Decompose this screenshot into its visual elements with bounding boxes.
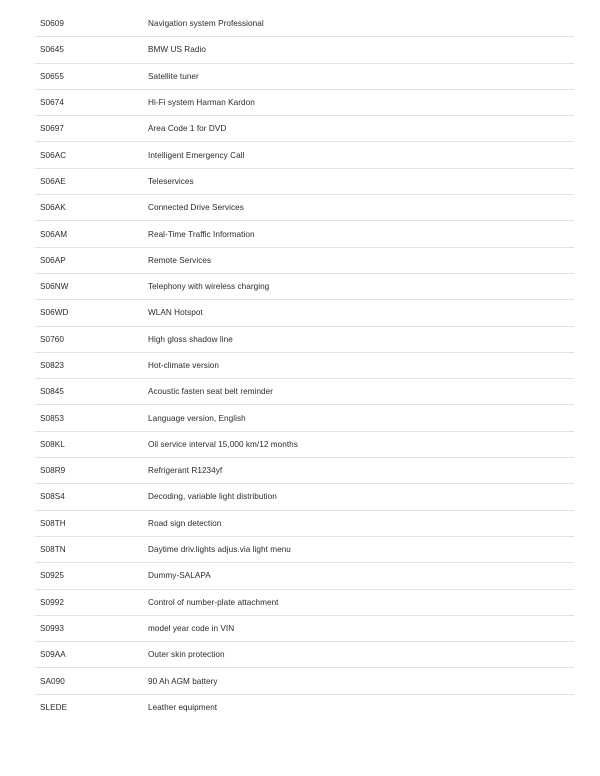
table-row bbox=[35, 511, 574, 537]
option-description: Navigation system Professional bbox=[148, 19, 264, 29]
option-code: S08TH bbox=[40, 518, 66, 528]
option-description: Hi-Fi system Harman Kardon bbox=[148, 98, 255, 108]
option-code: SA090 bbox=[40, 676, 65, 686]
option-description: Teleservices bbox=[148, 176, 194, 186]
option-description: 90 Ah AGM battery bbox=[148, 676, 218, 686]
table-row bbox=[35, 616, 574, 642]
option-code: S0992 bbox=[40, 597, 64, 607]
table-row bbox=[35, 590, 574, 616]
option-code: S09AA bbox=[40, 650, 66, 660]
option-description: BMW US Radio bbox=[148, 45, 206, 55]
table-row bbox=[35, 64, 574, 90]
option-description: Control of number-plate attachment bbox=[148, 597, 279, 607]
option-description: Dummy-SALAPA bbox=[148, 571, 211, 581]
table-row bbox=[35, 405, 574, 431]
option-description: Road sign detection bbox=[148, 518, 222, 528]
option-code: S08KL bbox=[40, 439, 65, 449]
option-description: WLAN Hotspot bbox=[148, 308, 203, 318]
option-description: Oil service interval 15,000 km/12 months bbox=[148, 439, 298, 449]
option-code: S06AK bbox=[40, 203, 66, 213]
options-table bbox=[35, 11, 574, 721]
table-row bbox=[35, 142, 574, 168]
option-description: Real-Time Traffic Information bbox=[148, 229, 255, 239]
option-code: SLEDE bbox=[40, 703, 68, 713]
option-code: S06AE bbox=[40, 176, 66, 186]
table-row bbox=[35, 195, 574, 221]
table-row bbox=[35, 642, 574, 668]
table-row bbox=[35, 537, 574, 563]
table-row bbox=[35, 90, 574, 116]
option-code: S06AC bbox=[40, 150, 67, 160]
table-row bbox=[35, 432, 574, 458]
option-description: Daytime driv.lights adjus.via light menu bbox=[148, 545, 291, 555]
option-description: Intelligent Emergency Call bbox=[148, 150, 245, 160]
option-code: S0853 bbox=[40, 413, 64, 423]
option-code: S0993 bbox=[40, 623, 64, 633]
table-row bbox=[35, 11, 574, 37]
table-row bbox=[35, 379, 574, 405]
option-description: Satellite tuner bbox=[148, 71, 199, 81]
option-description: Outer skin protection bbox=[148, 650, 225, 660]
option-description: Refrigerant R1234yf bbox=[148, 466, 223, 476]
option-code: S08S4 bbox=[40, 492, 65, 502]
option-code: S06AP bbox=[40, 255, 66, 265]
option-description: Acoustic fasten seat belt reminder bbox=[148, 387, 274, 397]
option-description: Connected Drive Services bbox=[148, 203, 244, 213]
option-code: S08R9 bbox=[40, 466, 66, 476]
table-row bbox=[35, 37, 574, 63]
table-row bbox=[35, 484, 574, 510]
option-code: S0823 bbox=[40, 361, 64, 370]
option-description: model year code in VIN bbox=[148, 623, 235, 633]
option-code: S0655 bbox=[40, 71, 64, 81]
table-row bbox=[35, 563, 574, 589]
option-description: Remote Services bbox=[148, 255, 212, 265]
option-code: S0609 bbox=[40, 19, 64, 29]
table-row bbox=[35, 327, 574, 353]
option-code: S08TN bbox=[40, 545, 66, 555]
option-code: S0760 bbox=[40, 334, 64, 344]
option-description: Area Code 1 for DVD bbox=[148, 124, 227, 134]
option-description: Decoding, variable light distribution bbox=[148, 492, 277, 502]
option-description: Leather equipment bbox=[148, 703, 218, 713]
option-code: S06WD bbox=[40, 308, 69, 318]
option-code: S0697 bbox=[40, 124, 64, 134]
option-code: S06NW bbox=[40, 282, 69, 292]
table-row bbox=[35, 169, 574, 195]
table-row bbox=[35, 248, 574, 274]
option-code: S0845 bbox=[40, 387, 64, 397]
table-row bbox=[35, 695, 574, 721]
option-code: S0925 bbox=[40, 571, 64, 581]
option-description: Hot-climate version bbox=[148, 361, 220, 370]
table-row bbox=[35, 274, 574, 300]
table-row bbox=[35, 668, 574, 694]
table-row bbox=[35, 458, 574, 484]
option-code: S06AM bbox=[40, 229, 68, 239]
table-row bbox=[35, 221, 574, 247]
option-code: S0674 bbox=[40, 98, 64, 108]
table-row bbox=[35, 353, 574, 379]
option-description: Language version, English bbox=[148, 413, 246, 423]
table-row bbox=[35, 116, 574, 142]
option-description: Telephony with wireless charging bbox=[148, 282, 270, 292]
option-code: S0645 bbox=[40, 45, 64, 55]
option-description: High gloss shadow line bbox=[148, 334, 233, 344]
table-row bbox=[35, 300, 574, 326]
